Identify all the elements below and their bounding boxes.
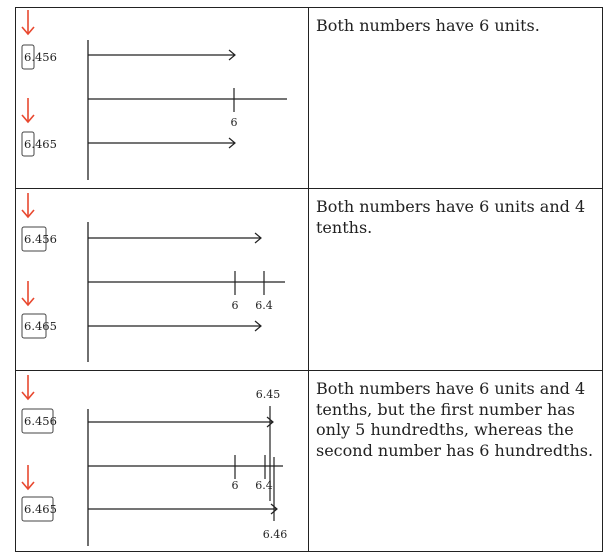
number-line-figure-tenths: [16, 189, 309, 371]
row-hundredths: [16, 371, 602, 551]
row-tenths: [16, 189, 602, 371]
figure-cell-hundredths: [16, 371, 309, 551]
explanation-tenths: Both numbers have 6 units and 4 tenths.: [316, 197, 586, 237]
first-number: 6.456: [24, 414, 57, 428]
row-units: [16, 8, 602, 189]
label-6-46: 6.46: [262, 528, 288, 541]
explanation-hundredths: Both numbers have 6 units and 4 tenths, but the first number has only 5 hundredths, whereas the second number has 6 hundredths.: [316, 379, 594, 460]
second-number: 6.465: [24, 137, 57, 151]
explanation-units: Both numbers have 6 units.: [316, 16, 540, 35]
label-6-45: 6.45: [255, 388, 281, 401]
tick-label-6-4: 6.4: [255, 479, 273, 492]
number-line-figure-units: [16, 8, 309, 189]
tick-label-6: 6: [231, 479, 239, 492]
second-number: 6.465: [24, 319, 57, 333]
number-line-figure-hundredths: [16, 371, 309, 551]
second-number: 6.465: [24, 502, 57, 516]
figure-cell-units: [16, 8, 309, 188]
first-number: 6.456: [24, 50, 57, 64]
figure-cell-tenths: [16, 189, 309, 370]
tick-label-6: 6: [230, 116, 238, 129]
tick-label-6-4: 6.4: [255, 299, 273, 312]
first-number: 6.456: [24, 232, 57, 246]
comparison-table: [15, 7, 603, 552]
tick-label-6: 6: [231, 299, 239, 312]
